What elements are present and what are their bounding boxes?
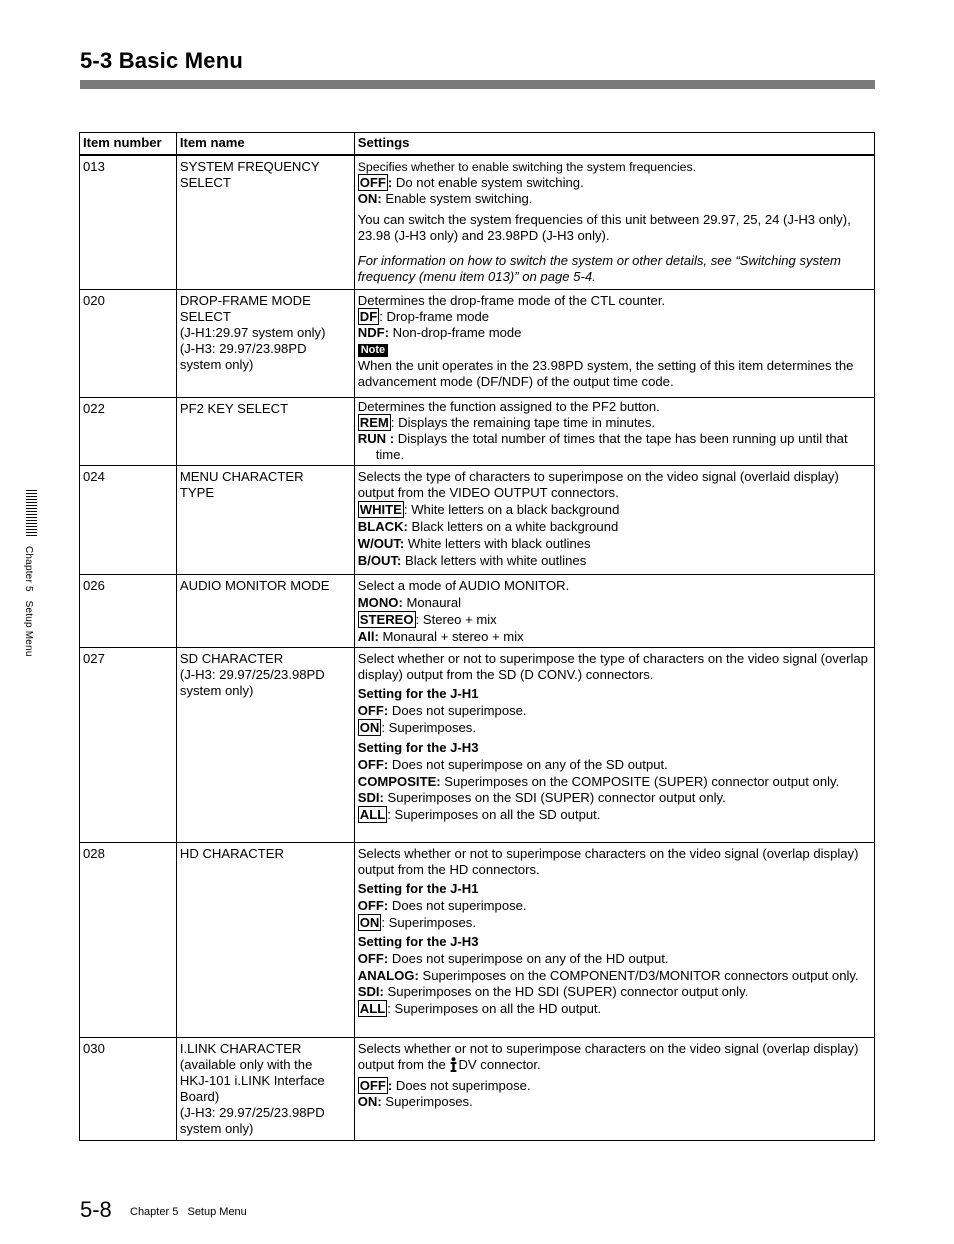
item-name-line: SELECT — [179, 308, 231, 324]
settings-option — [358, 536, 871, 552]
item-settings — [354, 574, 874, 647]
option-text: : Drop-frame mode — [379, 308, 490, 324]
option-text: Does not superimpose on any of the HD output. — [388, 950, 669, 966]
table-row — [80, 155, 875, 289]
option-key: OFF: — [357, 756, 389, 772]
item-name-line: system only) — [179, 356, 254, 372]
settings-option — [358, 915, 871, 931]
page-title: 5-3 Basic Menu — [80, 48, 243, 73]
settings-option — [358, 720, 871, 736]
note-text: When the unit operates in the 23.98PD system, the setting of this item determines the advancement mode (DF/NDF) of the output time code. — [357, 357, 854, 389]
settings-option — [358, 629, 871, 645]
table-row — [80, 397, 875, 465]
settings-option — [358, 807, 871, 823]
settings-paragraph: You can switch the system frequencies of this unit between 29.97, 25, 24 (J-H3 only), 23.98 (J-H3 only) and 23.98PD (J-H3 only). — [357, 212, 851, 243]
item-name-line: SYSTEM FREQUENCY — [179, 159, 320, 174]
option-key: SDI: — [357, 983, 384, 999]
item-name-line: DROP-FRAME MODE — [179, 292, 311, 308]
item-settings — [354, 842, 874, 1037]
item-name — [176, 155, 354, 289]
settings-option — [358, 984, 871, 1000]
settings-intro: Select a mode of AUDIO MONITOR. — [357, 577, 570, 593]
settings-option — [358, 1078, 871, 1094]
option-text: Do not enable system switching. — [392, 175, 584, 190]
footer-chapter-label: Chapter 5 Setup Menu — [130, 1206, 247, 1218]
item-settings — [354, 465, 874, 574]
table-header-row — [80, 133, 875, 156]
option-key: W/OUT: — [357, 535, 405, 551]
item-name-line: PF2 KEY SELECT — [179, 400, 289, 416]
table-row — [80, 842, 875, 1037]
item-name-line: MENU CHARACTER — [179, 468, 304, 484]
settings-option — [358, 431, 871, 463]
option-text: : Superimposes on all the HD output. — [387, 1000, 602, 1016]
cross-reference: For information on how to switch the system or other details, see “Switching system frequency (menu item 013)” on page 5-4. — [357, 253, 841, 284]
option-key: ON: — [357, 1093, 382, 1109]
option-text: : Stereo + mix — [415, 611, 497, 627]
settings-option — [358, 612, 871, 628]
table-row — [80, 574, 875, 647]
default-option-key: OFF — [359, 175, 386, 190]
item-settings — [354, 647, 874, 842]
option-key: RUN : — [357, 430, 395, 446]
option-text: Displays the total number of times that the tape has been running up until that time. — [375, 430, 848, 462]
item-name-line: HD CHARACTER — [179, 845, 284, 861]
item-name-line: (J-H3: 29.97/23.98PD — [179, 340, 307, 356]
settings-option — [358, 191, 871, 207]
intro-text: Selects whether or not to superimpose characters on the video signal (overlap display) output from the — [357, 1040, 859, 1072]
option-key: NDF: — [357, 324, 390, 340]
table-row — [80, 465, 875, 574]
settings-table — [79, 132, 875, 1141]
option-key: OFF: — [357, 897, 389, 913]
item-name-line: (J-H3: 29.97/25/23.98PD — [179, 1104, 325, 1120]
item-name-line: HKJ-101 i.LINK Interface — [179, 1072, 325, 1088]
option-key: All: — [357, 628, 379, 644]
item-number: 030 — [80, 1037, 177, 1140]
option-text: : Superimposes. — [381, 719, 476, 735]
option-key: OFF: — [357, 702, 389, 718]
note-badge: Note — [358, 344, 388, 357]
table-row — [80, 289, 875, 397]
option-text: Does not superimpose. — [388, 702, 527, 718]
item-name-line: TYPE — [179, 484, 215, 500]
default-option-key: OFF — [359, 1077, 386, 1093]
settings-intro: Determines the drop-frame mode of the CTL counter. — [357, 292, 666, 308]
settings-option — [358, 519, 871, 535]
item-name-line: (J-H1:29.97 system only) — [179, 324, 326, 340]
item-name — [176, 289, 354, 397]
option-colon: : — [387, 175, 393, 190]
item-name-line: Board) — [179, 1088, 220, 1104]
settings-intro: Select whether or not to superimpose the type of characters on the video signal (overlap display) output from the SD (D CONV.) connectors. — [357, 650, 868, 682]
item-name — [176, 397, 354, 465]
item-name — [176, 647, 354, 842]
option-colon: : — [387, 1077, 393, 1093]
item-number: 028 — [80, 842, 177, 1037]
item-settings — [354, 397, 874, 465]
settings-option — [358, 325, 871, 341]
option-text: : White letters on a black background — [403, 501, 620, 517]
header-item-number: Item number — [80, 133, 177, 156]
option-key: B/OUT: — [357, 552, 402, 568]
option-text: Superimposes on the COMPOSITE (SUPER) connector output only. — [440, 773, 840, 789]
item-name — [176, 842, 354, 1037]
option-text: Monaural + stereo + mix — [378, 628, 524, 644]
item-settings — [354, 155, 874, 289]
option-text: Black letters with white outlines — [401, 552, 587, 568]
option-text: Monaural — [402, 594, 462, 610]
default-option-key: ON — [359, 914, 380, 930]
table-row — [80, 647, 875, 842]
settings-intro: Selects the type of characters to superimpose on the video signal (overlaid display) output from the VIDEO OUTPUT connectors. — [357, 468, 839, 500]
option-text: Non-drop-frame mode — [389, 324, 522, 340]
settings-option — [358, 951, 871, 967]
settings-option — [358, 175, 871, 191]
settings-option — [358, 595, 871, 611]
item-number: 020 — [80, 289, 177, 397]
default-option-key: ALL — [359, 1000, 386, 1016]
settings-intro: Selects whether or not to superimpose characters on the video signal (overlap display) output from the HD connectors. — [357, 845, 859, 877]
option-text: White letters with black outlines — [404, 535, 591, 551]
settings-subheading: Setting for the J-H3 — [357, 739, 479, 755]
settings-option — [358, 968, 871, 984]
item-settings — [354, 289, 874, 397]
settings-intro — [358, 1041, 871, 1073]
option-text: Enable system switching. — [381, 191, 533, 206]
option-key: COMPOSITE: — [357, 773, 441, 789]
header-settings: Settings — [354, 133, 874, 156]
settings-option — [358, 415, 871, 431]
item-number: 026 — [80, 574, 177, 647]
chapter-tab-marker — [26, 490, 37, 536]
settings-option — [358, 1001, 871, 1017]
item-name-line: system only) — [179, 1120, 254, 1136]
default-option-key: DF — [359, 308, 378, 324]
settings-intro: Determines the function assigned to the PF2 button. — [357, 398, 660, 414]
settings-subheading: Setting for the J-H1 — [357, 880, 479, 896]
default-option-key: ON — [359, 719, 380, 735]
settings-intro: Specifies whether to enable switching the system frequencies. — [357, 160, 697, 174]
item-name — [176, 1037, 354, 1140]
item-number: 024 — [80, 465, 177, 574]
item-name-line: system only) — [179, 682, 254, 698]
settings-option — [358, 553, 871, 569]
item-number: 013 — [80, 155, 177, 289]
option-key: BLACK: — [357, 518, 408, 534]
settings-subheading: Setting for the J-H3 — [357, 933, 479, 949]
item-settings — [354, 1037, 874, 1140]
table-row — [80, 1037, 875, 1140]
page-number: 5-8 — [80, 1197, 112, 1222]
option-text: Superimposes on the COMPONENT/D3/MONITOR connectors output only. — [418, 967, 859, 983]
option-text: Does not superimpose on any of the SD output. — [388, 756, 668, 772]
default-option-key: REM — [359, 414, 389, 430]
settings-option — [358, 757, 871, 773]
default-option-key: STEREO — [359, 611, 414, 627]
option-key: ON: — [357, 191, 382, 206]
settings-subheading: Setting for the J-H1 — [357, 685, 479, 701]
option-text: Does not superimpose. — [392, 1077, 531, 1093]
item-name — [176, 574, 354, 647]
option-text: Does not superimpose. — [388, 897, 527, 913]
settings-option — [358, 774, 871, 790]
option-text: Black letters on a white background — [407, 518, 619, 534]
item-name-line: (available only with the — [179, 1056, 313, 1072]
option-key: ANALOG: — [357, 967, 419, 983]
item-number: 027 — [80, 647, 177, 842]
header-item-name: Item name — [176, 133, 354, 156]
settings-option — [358, 502, 871, 518]
option-text: Superimposes. — [381, 1093, 473, 1109]
option-text: : Superimposes. — [381, 914, 476, 930]
option-key: SDI: — [357, 789, 384, 805]
default-option-key: ALL — [359, 806, 386, 822]
side-chapter-label: Chapter 5 Setup Menu — [23, 546, 34, 657]
item-name — [176, 465, 354, 574]
settings-option — [358, 790, 871, 806]
option-text: Superimposes on the HD SDI (SUPER) connector output only. — [383, 983, 749, 999]
item-name-line: I.LINK CHARACTER — [179, 1040, 302, 1056]
item-name-line: SELECT — [179, 175, 231, 190]
item-number: 022 — [80, 397, 177, 465]
settings-option — [358, 898, 871, 914]
option-text: : Displays the remaining tape time in minutes. — [390, 414, 656, 430]
settings-option — [358, 703, 871, 719]
settings-option — [358, 1094, 871, 1110]
option-key: MONO: — [357, 594, 403, 610]
item-name-line: (J-H3: 29.97/25/23.98PD — [179, 666, 325, 682]
title-rule — [80, 80, 875, 89]
settings-option — [358, 309, 871, 325]
default-option-key: WHITE — [359, 501, 402, 517]
item-name-line: SD CHARACTER — [179, 650, 284, 666]
option-text: : Superimposes on all the SD output. — [387, 806, 601, 822]
option-text: Superimposes on the SDI (SUPER) connector output only. — [383, 789, 726, 805]
intro-text: DV connector. — [458, 1056, 541, 1072]
option-key: OFF: — [357, 950, 389, 966]
item-name-line: AUDIO MONITOR MODE — [179, 577, 330, 593]
